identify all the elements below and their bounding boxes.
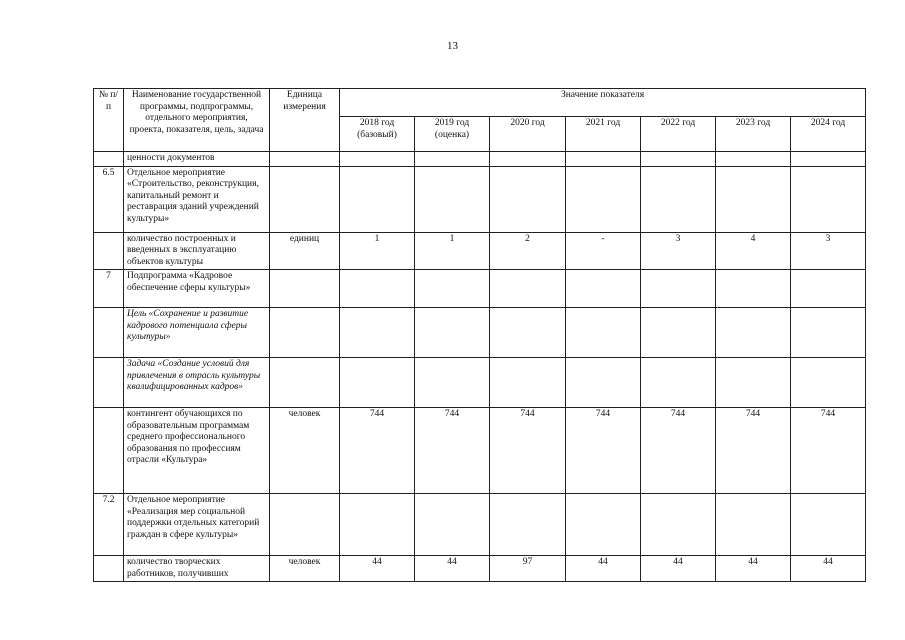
row-value: 1	[415, 232, 490, 270]
row-value: 744	[415, 408, 490, 494]
table-row	[94, 308, 866, 358]
row-value: 44	[791, 556, 866, 582]
row-value: 44	[641, 556, 716, 582]
row-value	[340, 494, 415, 556]
row-value: 3	[791, 232, 866, 270]
row-num	[94, 408, 124, 494]
page-number: 13	[447, 40, 458, 52]
row-value	[716, 270, 791, 308]
row-value	[340, 270, 415, 308]
row-value: 744	[641, 408, 716, 494]
row-num	[94, 358, 124, 408]
row-value: -	[566, 232, 641, 270]
row-value: 744	[791, 408, 866, 494]
table-row	[94, 270, 866, 308]
row-value	[641, 308, 716, 358]
row-value: 44	[415, 556, 490, 582]
row-value	[566, 166, 641, 232]
row-value	[791, 166, 866, 232]
row-value	[716, 358, 791, 408]
row-value	[641, 494, 716, 556]
row-value	[415, 152, 490, 167]
row-value: 744	[340, 408, 415, 494]
row-value	[415, 358, 490, 408]
row-unit	[270, 152, 340, 167]
row-num	[94, 308, 124, 358]
row-value	[641, 358, 716, 408]
header-year: 2022 год	[641, 117, 716, 152]
row-value	[566, 152, 641, 167]
row-value: 44	[340, 556, 415, 582]
row-value: 744	[566, 408, 641, 494]
row-value	[566, 494, 641, 556]
table-row	[94, 166, 866, 232]
header-year: 2018 год (базовый)	[340, 117, 415, 152]
indicators-table	[93, 88, 866, 582]
row-value: 44	[566, 556, 641, 582]
row-name: Цель «Сохранение и развитие кадрового потенциала сферы культуры»	[124, 308, 270, 358]
row-name: контингент обучающихся по образовательным программам среднего профессионального образования по профессиям отрасли «Культура»	[124, 408, 270, 494]
row-value	[490, 358, 566, 408]
row-value: 4	[716, 232, 791, 270]
table-row	[94, 494, 866, 556]
row-value: 44	[716, 556, 791, 582]
row-value	[566, 358, 641, 408]
row-value	[716, 152, 791, 167]
table-header	[94, 89, 866, 152]
row-num: 6.5	[94, 166, 124, 232]
table-body	[94, 152, 866, 582]
row-name: Подпрограмма «Кадровое обеспечение сферы культуры»	[124, 270, 270, 308]
header-year: 2020 год	[490, 117, 566, 152]
row-unit	[270, 166, 340, 232]
row-value	[641, 166, 716, 232]
row-name: количество построенных и введенных в эксплуатацию объектов культуры	[124, 232, 270, 270]
row-num: 7.2	[94, 494, 124, 556]
table-row	[94, 232, 866, 270]
header-year: 2021 год	[566, 117, 641, 152]
row-unit	[270, 358, 340, 408]
row-num	[94, 152, 124, 167]
row-value	[791, 494, 866, 556]
header-year: 2024 год	[791, 117, 866, 152]
row-value: 744	[716, 408, 791, 494]
row-value: 744	[490, 408, 566, 494]
table-row	[94, 556, 866, 582]
table-row	[94, 358, 866, 408]
row-value	[716, 308, 791, 358]
header-value: Значение показателя	[340, 89, 866, 117]
row-value: 3	[641, 232, 716, 270]
row-value	[716, 166, 791, 232]
row-value	[490, 494, 566, 556]
row-value	[641, 152, 716, 167]
header-year: 2019 год (оценка)	[415, 117, 490, 152]
row-value	[791, 270, 866, 308]
row-unit: человек	[270, 408, 340, 494]
table-row	[94, 408, 866, 494]
row-value	[415, 166, 490, 232]
header-unit: Единица измерения	[270, 89, 340, 152]
row-value	[340, 358, 415, 408]
row-value	[641, 270, 716, 308]
row-value	[716, 494, 791, 556]
row-num	[94, 232, 124, 270]
row-unit	[270, 308, 340, 358]
row-name: ценности документов	[124, 152, 270, 167]
row-value	[490, 308, 566, 358]
row-unit: человек	[270, 556, 340, 582]
row-num	[94, 556, 124, 582]
row-value	[566, 270, 641, 308]
row-name: Задача «Создание условий для привлечения в отрасль культуры квалифицированных кадров»	[124, 358, 270, 408]
row-value	[415, 270, 490, 308]
row-value	[791, 358, 866, 408]
row-unit	[270, 270, 340, 308]
row-name: Отдельное мероприятие «Строительство, реконструкция, капитальный ремонт и реставрация зданий учреждений культуры»	[124, 166, 270, 232]
row-value	[490, 166, 566, 232]
row-unit: единиц	[270, 232, 340, 270]
header-name: Наименование государственной программы, подпрограммы, отдельного мероприятия, проекта, показателя, цель, задача	[124, 89, 270, 152]
row-name: количество творческих работников, получивших	[124, 556, 270, 582]
row-value: 2	[490, 232, 566, 270]
row-value	[490, 270, 566, 308]
table-row	[94, 152, 866, 167]
row-value	[415, 308, 490, 358]
row-value: 97	[490, 556, 566, 582]
row-unit	[270, 494, 340, 556]
row-value	[566, 308, 641, 358]
header-num: № п/п	[94, 89, 124, 152]
row-value	[415, 494, 490, 556]
row-value: 1	[340, 232, 415, 270]
row-value	[490, 152, 566, 167]
header-year: 2023 год	[716, 117, 791, 152]
row-value	[791, 152, 866, 167]
row-name: Отдельное мероприятие «Реализация мер социальной поддержки отдельных категорий граждан в сфере культуры»	[124, 494, 270, 556]
row-value	[791, 308, 866, 358]
row-value	[340, 152, 415, 167]
row-num: 7	[94, 270, 124, 308]
row-value	[340, 308, 415, 358]
row-value	[340, 166, 415, 232]
